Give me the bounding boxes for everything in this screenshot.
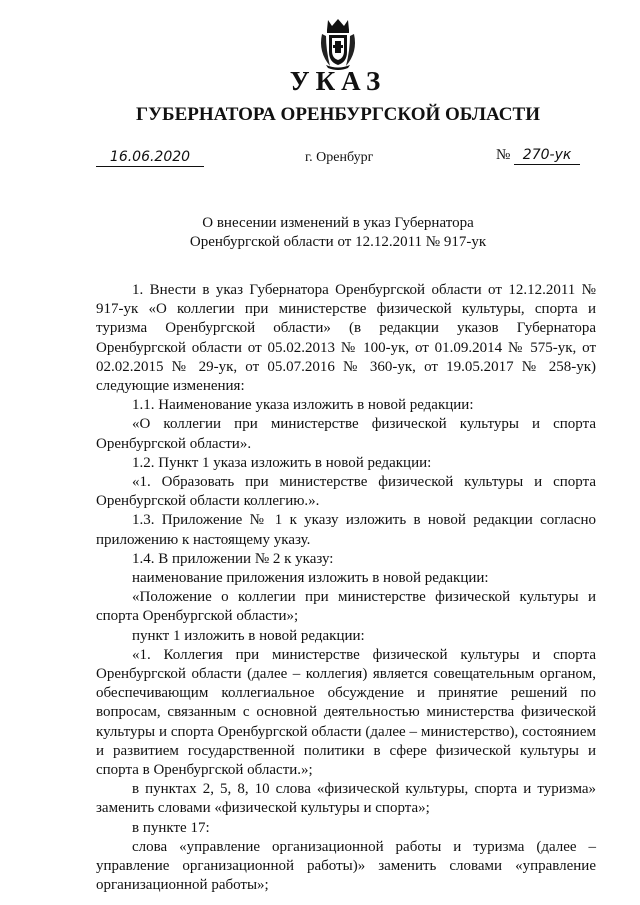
issuer-title: ГУБЕРНАТОРА ОРЕНБУРГСКОЙ ОБЛАСТИ [136,104,540,125]
issue-city: г. Оренбург [305,150,374,165]
body-paragraph: в пунктах 2, 5, 8, 10 слова «физической культуры, спорта и туризма» заменить словами «физической культуры и спорта»; [96,781,596,817]
document-type-title: УКАЗ [289,66,387,96]
number-sign: № [496,147,511,163]
body-paragraph: 1.3. Приложение № 1 к указу изложить в новой редакции согласно приложению к настоящему указу. [96,512,596,548]
decree-number-block [496,146,580,165]
body-paragraph: «1. Коллегия при министерстве физической культуры и спорта Оренбургской области (далее – коллегия) является совещательным органом, обеспечивающим коллегиальное обсуждение и принятие решений по вопросам, связанным с основной деятельностью министерства физической культуры и спорта Оренбургской области (далее – министерство), состоянием и развитием государственной политики в сфере физической культуры и спорта в Оренбургской области.»; [96,646,596,779]
decree-number: 270-ук [514,146,580,165]
body-paragraph: 1. Внести в указ Губернатора Оренбургской области от 12.12.2011 № 917-ук «О коллегии при министерстве физической культуры, спорта и туризма Оренбургской области» (в редакции указов Губернатора Оренбургской области от 05.02.2013 № 100-ук, от 01.09.2014 № 575-ук, от 02.02.2015 № 29-ук, от 05.07.2016 № 360-ук, от 19.05.2017 № 258-ук) следующие изменения: [96,282,596,395]
body-paragraph: наименование приложения изложить в новой редакции: [132,570,489,587]
body-paragraph: 1.2. Пункт 1 указа изложить в новой редакции: [132,454,432,471]
document-subject [0,214,640,252]
body-paragraph: в пункте 17: [132,819,210,836]
coat-of-arms-icon [318,18,358,70]
body-paragraph: «1. Образовать при министерстве физической культуры и спорта Оренбургской области коллегию.». [96,474,596,510]
body-paragraph: «О коллегии при министерстве физической культуры и спорта Оренбургской области». [96,416,596,452]
subject-line-2: Оренбургской области от 12.12.2011 № 917-ук [189,234,487,250]
body-paragraph: «Положение о коллегии при министерстве физической культуры и спорта Оренбургской области»; [96,589,596,625]
body-paragraph: пункт 1 изложить в новой редакции: [132,627,365,644]
decree-date: 16.06.2020 [96,148,204,167]
body-paragraph: 1.4. В приложении № 2 к указу: [132,550,334,567]
document-body [96,281,596,896]
body-paragraph: слова «управление организационной работы и туризма (далее – управление организационной работы)» заменить словами «управление организационной работы»; [96,838,596,894]
body-paragraph: 1.1. Наименование указа изложить в новой редакции: [132,397,474,414]
subject-line-1: О внесении изменений в указ Губернатора [202,215,474,231]
